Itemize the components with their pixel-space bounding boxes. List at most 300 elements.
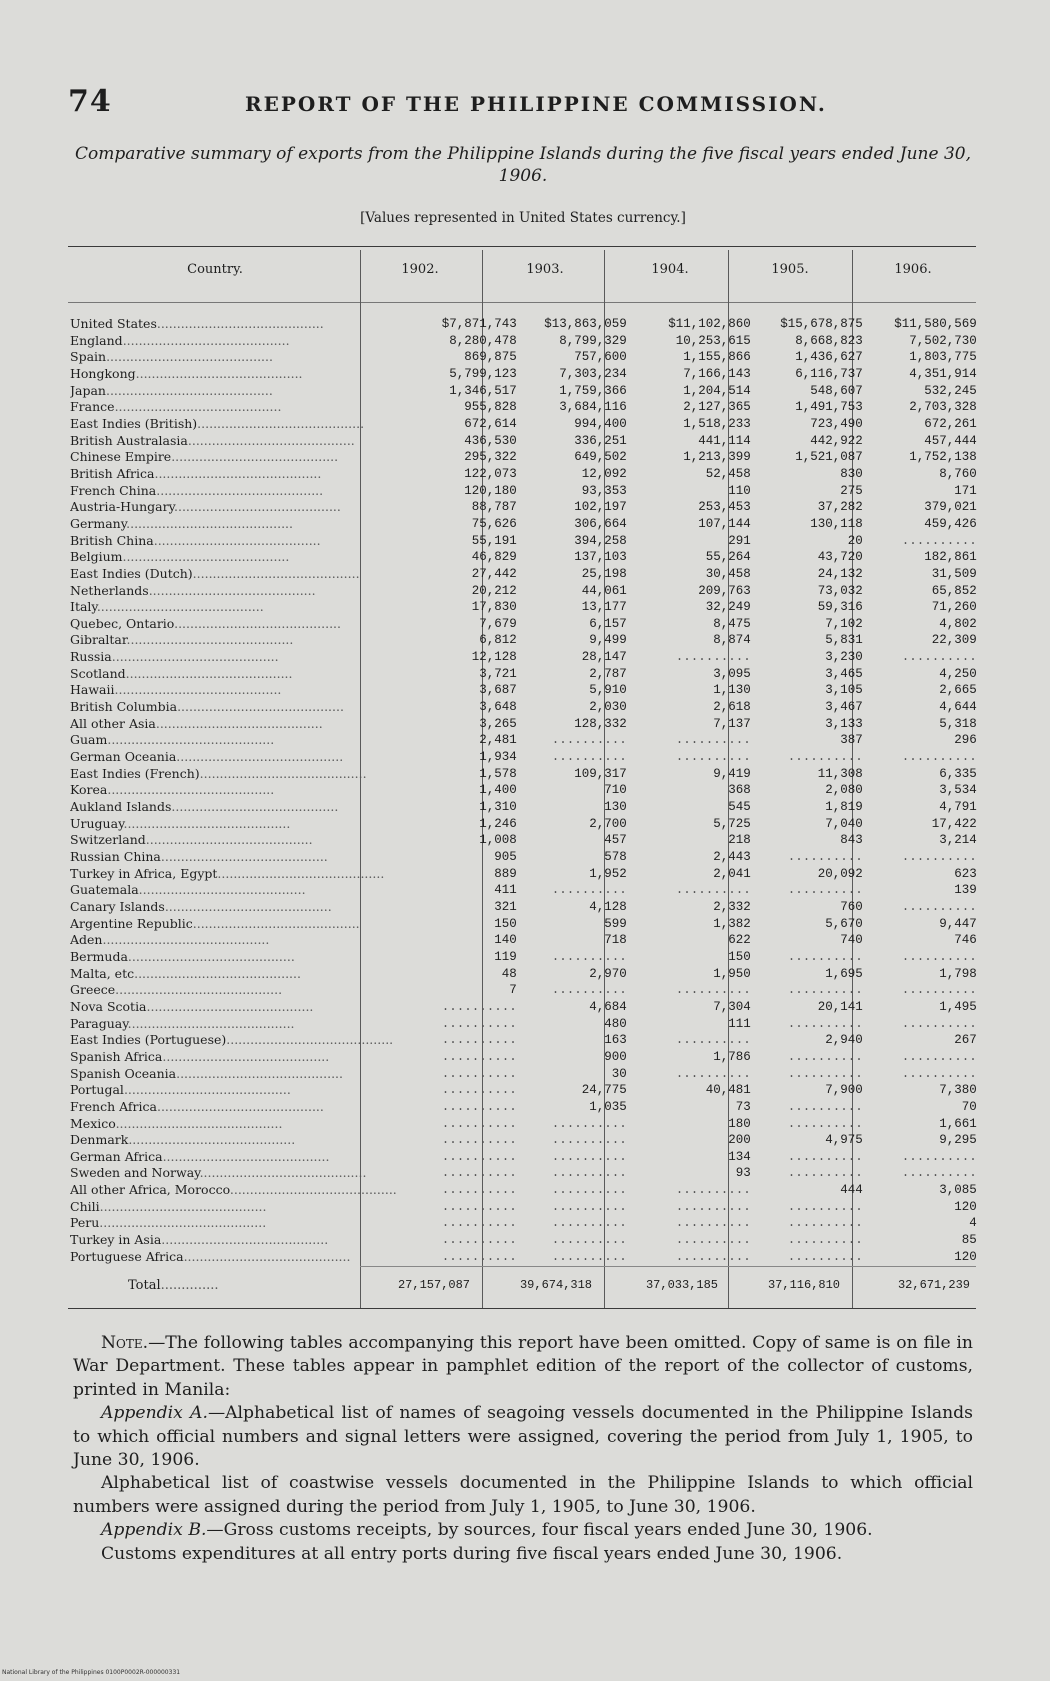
value-cell: .......... [787,750,863,765]
value-cell: 718 [604,933,627,948]
table-row [70,932,977,949]
value-cell: 3,721 [479,666,517,681]
value-cell: .......... [901,1016,977,1031]
value-cell: .......... [675,1216,751,1231]
value-cell: 150 [494,916,517,931]
value-cell: 3,105 [825,683,863,698]
country-cell: Portuguese Africa.......................................... [70,1248,351,1264]
table-row [70,766,977,783]
value-cell: 2,665 [939,683,977,698]
value-cell: 394,258 [574,533,627,548]
value-cell: 43,720 [817,550,863,565]
value-cell: 4,644 [939,700,977,715]
value-cell: .......... [901,533,977,548]
table-row [70,666,977,683]
country-cell: Scotland.......................................... [70,665,293,681]
value-cell: 7,679 [479,616,517,631]
value-cell: 2,030 [589,700,627,715]
value-cell: 137,103 [574,550,627,565]
value-cell: 1,346,517 [449,383,517,398]
value-cell: 9,419 [713,766,751,781]
value-cell: 1,952 [589,866,627,881]
country-cell: Chinese Empire.......................................... [70,449,339,465]
value-cell: 7,304 [713,999,751,1014]
country-cell: Aden.......................................... [70,932,270,948]
country-cell: Guatemala.......................................... [70,882,306,898]
value-cell: 6,812 [479,633,517,648]
table-row [70,399,977,416]
value-cell: 3,467 [825,700,863,715]
country-cell: Uruguay.......................................... [70,815,291,831]
value-cell: .......... [675,1233,751,1248]
value-cell: 30 [611,1066,627,1081]
total-1902: 27,157,087 [397,1278,470,1292]
value-cell: 37,282 [817,500,863,515]
value-cell: .......... [675,650,751,665]
value-cell: 7,040 [825,816,863,831]
value-cell: 7,900 [825,1083,863,1098]
value-cell: 457 [604,833,627,848]
country-cell: Switzerland.......................................... [70,832,313,848]
value-cell: $11,102,860 [668,317,751,331]
table-row [70,366,977,383]
value-cell: .......... [551,1166,627,1181]
note-paragraph: Note.—The following tables accompanying this report have been omitted. Copy of same is on file in War Department. These tables appear in pamphlet edition of the report of the collector of customs, printed in Manila: [73,1333,973,1400]
value-cell: 4,975 [825,1133,863,1148]
value-cell: 7,137 [713,716,751,731]
value-cell: 22,309 [931,633,977,648]
table-subtitle: [Values represented in United States currency.] [360,210,686,226]
value-cell: 955,828 [464,400,517,415]
table-row [70,699,977,716]
value-cell: 387 [840,733,863,748]
total-label: Total.............. [128,1278,219,1293]
table-row [70,533,977,550]
value-cell: 480 [604,1016,627,1031]
value-cell: 275 [840,483,863,498]
value-cell: 93 [735,1166,751,1181]
value-cell: .......... [901,949,977,964]
value-cell: 4,802 [939,616,977,631]
table-row [70,333,977,350]
country-cell: Turkey in Africa, Egypt.......................................... [70,865,385,881]
country-cell: All other Africa, Morocco.......................................... [70,1182,397,1198]
table-row [70,1116,977,1133]
value-cell: 869,875 [464,350,517,365]
table-row [70,499,977,516]
value-cell: .......... [787,1116,863,1131]
value-cell: 150 [728,949,751,964]
value-cell: 457,444 [924,433,977,448]
country-cell: East Indies (British).......................................... [70,415,365,431]
running-head: REPORT OF THE PHILIPPINE COMMISSION. [245,92,827,116]
total-1904: 37,033,185 [645,1278,718,1292]
value-cell: .......... [675,1066,751,1081]
value-cell: .......... [787,1049,863,1064]
table-row [70,1149,977,1166]
value-cell: 578 [604,850,627,864]
table-row [70,799,977,816]
value-cell: 723,490 [810,416,863,431]
country-cell: Aukland Islands.......................................... [70,799,339,815]
value-cell: 1,008 [479,833,517,848]
value-cell: .......... [551,1133,627,1148]
value-cell: 110 [728,483,751,498]
table-bottom-rule [68,1308,976,1309]
country-cell: Germany.......................................... [70,515,294,531]
value-cell: .......... [787,949,863,964]
table-row [70,649,977,666]
value-cell: 379,021 [924,500,977,515]
table-row [70,566,977,583]
value-cell: 1,310 [479,800,517,815]
value-cell: 267 [954,1033,977,1048]
table-row [70,732,977,749]
value-cell: .......... [675,1183,751,1198]
value-cell: .......... [441,1066,517,1081]
value-cell: 8,760 [939,466,977,481]
value-cell: 218 [728,833,751,848]
column-header-1904: 1904. [651,262,689,277]
table-row [70,632,977,649]
value-cell: .......... [675,1033,751,1048]
country-cell: Sweden and Norway.......................................... [70,1165,367,1181]
country-cell: Hawaii.......................................... [70,682,282,698]
table-row [70,1066,977,1083]
value-cell: 32,249 [705,600,751,615]
value-cell: .......... [901,1066,977,1081]
value-cell: 3,133 [825,716,863,731]
country-cell: Bermuda.......................................... [70,948,295,964]
table-row [70,1249,977,1266]
value-cell: .......... [787,850,863,864]
value-cell: .......... [551,883,627,898]
country-cell: Denmark.......................................... [70,1132,296,1148]
value-cell: .......... [551,1216,627,1231]
table-row [70,449,977,466]
value-cell: .......... [441,1116,517,1131]
table-row [70,866,977,883]
country-cell: Chili.......................................... [70,1198,267,1214]
value-cell: 3,687 [479,683,517,698]
value-cell: 2,443 [713,850,751,864]
country-cell: Malta, etc.......................................... [70,965,301,981]
country-cell: East Indies (French).......................................... [70,765,367,781]
value-cell: $15,678,875 [780,317,863,331]
value-cell: 71,260 [931,600,977,615]
value-cell: 441,114 [698,433,751,448]
country-cell: Netherlands.......................................... [70,582,316,598]
value-cell: .......... [787,1166,863,1181]
table-row [70,782,977,799]
value-cell: 7,502,730 [909,333,977,348]
value-cell: 20,141 [817,999,863,1014]
value-cell: 120 [954,1249,977,1264]
value-cell: .......... [901,1149,977,1164]
column-header-1906: 1906. [894,262,932,277]
table-row [70,982,977,999]
value-cell: 7,102 [825,616,863,631]
country-cell: Peru.......................................... [70,1215,267,1231]
table-row [70,616,977,633]
value-cell: 17,422 [931,816,977,831]
table-row [70,999,977,1016]
value-cell: 2,970 [589,966,627,981]
value-cell: .......... [675,750,751,765]
country-cell: England.......................................... [70,332,290,348]
table-row [70,1215,977,1232]
country-cell: Japan.......................................... [70,382,273,398]
value-cell: 2,700 [589,816,627,831]
table-row [70,383,977,400]
country-cell: France.......................................... [70,399,282,415]
table-title: Comparative summary of exports from the Philippine Islands during the five fiscal years ended June 30, 1906. [75,144,971,186]
value-cell: 994,400 [574,416,627,431]
table-row [70,516,977,533]
value-cell: 9,447 [939,916,977,931]
total-1903: 39,674,318 [519,1278,592,1292]
value-cell: 5,831 [825,633,863,648]
value-cell: 88,787 [471,500,517,515]
column-header-1905: 1905. [771,262,809,277]
country-cell: Paraguay.......................................... [70,1015,295,1031]
value-cell: 1,436,627 [795,350,863,365]
column-header-1903: 1903. [526,262,564,277]
value-cell: 1,578 [479,766,517,781]
value-cell: 130,118 [810,516,863,531]
table-row [70,416,977,433]
value-cell: 31,509 [931,566,977,581]
value-cell: .......... [901,650,977,665]
country-cell: British Africa.......................................... [70,465,322,481]
value-cell: 55,264 [705,550,751,565]
footer-imprint: National Library of the Philippines 0100P0002R-000000331 [2,1669,181,1676]
value-cell: 1,495 [939,999,977,1014]
value-cell: 1,213,399 [683,450,751,465]
value-cell: 253,453 [698,500,751,515]
value-cell: 200 [728,1133,751,1148]
table-row [70,816,977,833]
value-cell: $11,580,569 [894,317,977,331]
value-cell: 107,144 [698,516,751,531]
table-row [70,599,977,616]
header-bottom-rule [68,302,976,303]
value-cell: .......... [787,983,863,998]
note-paragraph: Appendix A.—Alphabetical list of names of seagoing vessels documented in the Philippine Islands to which official numbers and signal letters were assigned, covering the period from July 1, 1905, to June 30, 1906. [73,1403,973,1471]
table-row [70,583,977,600]
country-cell: Portugal.......................................... [70,1082,291,1098]
value-cell: .......... [901,899,977,914]
table-row [70,966,977,983]
country-cell: French Africa.......................................... [70,1098,324,1114]
table-row [70,1099,977,1116]
value-cell: 1,759,366 [559,383,627,398]
value-cell: 48 [501,966,517,981]
value-cell: 1,803,775 [909,350,977,365]
table-row [70,483,977,500]
value-cell: 8,874 [713,633,751,648]
value-cell: 3,214 [939,833,977,848]
value-cell: .......... [787,883,863,898]
value-cell: .......... [441,1166,517,1181]
value-cell: 1,400 [479,783,517,798]
table-row [70,1182,977,1199]
country-cell: Spanish Africa.......................................... [70,1048,330,1064]
table-row [70,899,977,916]
country-cell: British Australasia.......................................... [70,432,355,448]
table-row [70,1049,977,1066]
value-cell: 140 [494,933,517,948]
table-row [70,682,977,699]
value-cell: 1,035 [589,1099,627,1114]
value-cell: 73 [735,1099,751,1114]
value-cell: 6,335 [939,766,977,781]
country-cell: Mexico.......................................... [70,1115,283,1131]
value-cell: .......... [441,1149,517,1164]
value-cell: 8,668,823 [795,333,863,348]
value-cell: 444 [840,1183,863,1198]
country-cell: Greece.......................................... [70,982,283,998]
value-cell: 2,127,365 [683,400,751,415]
value-cell: 900 [604,1049,627,1064]
value-cell: 2,618 [713,700,751,715]
value-cell: 73,032 [817,583,863,598]
country-cell: United States.......................................... [70,316,324,331]
table-top-rule [68,246,976,247]
value-cell: .......... [551,750,627,765]
value-cell: 3,534 [939,783,977,798]
table-row [70,849,977,866]
column-header-1902: 1902. [401,262,439,277]
value-cell: 6,116,737 [795,366,863,381]
value-cell: 17,830 [471,600,517,615]
value-cell: 24,775 [581,1083,627,1098]
value-cell: 20 [847,533,863,548]
value-cell: 10,253,615 [675,333,751,348]
value-cell: .......... [675,1249,751,1264]
note-paragraph: Alphabetical list of coastwise vessels documented in the Philippine Islands to which official numbers were assigned during the period from July 1, 1905, to June 30, 1906. [73,1473,973,1517]
table-row [70,316,977,333]
exports-table [70,316,977,1265]
value-cell: .......... [901,850,977,864]
country-cell: Nova Scotia.......................................... [70,998,314,1014]
value-cell: 889 [494,866,517,881]
country-cell: Canary Islands.......................................... [70,898,332,914]
value-cell: .......... [441,1049,517,1064]
value-cell: 3,095 [713,666,751,681]
table-row [70,1082,977,1099]
country-cell: Italy.......................................... [70,599,264,615]
value-cell: 65,852 [931,583,977,598]
value-cell: 1,695 [825,966,863,981]
value-cell: 411 [494,883,517,898]
value-cell: 109,317 [574,766,627,781]
country-cell: Quebec, Ontario.......................................... [70,615,341,631]
country-cell: Austria-Hungary.......................................... [70,499,341,515]
value-cell: .......... [901,983,977,998]
country-cell: Turkey in Asia.......................................... [70,1232,329,1248]
value-cell: 442,922 [810,433,863,448]
table-row [70,949,977,966]
value-cell: 1,950 [713,966,751,981]
country-cell: British China.......................................... [70,532,321,548]
value-cell: 12,128 [471,650,517,665]
value-cell: 1,661 [939,1116,977,1131]
value-cell: .......... [551,983,627,998]
table-row [70,1232,977,1249]
value-cell: 3,085 [939,1183,977,1198]
value-cell: 9,499 [589,633,627,648]
country-cell: French China.......................................... [70,482,324,498]
value-cell: .......... [787,1099,863,1114]
value-cell: 291 [728,533,751,548]
value-cell: .......... [441,1199,517,1214]
value-cell: 599 [604,916,627,931]
value-cell: .......... [441,1083,517,1098]
value-cell: 163 [604,1033,627,1048]
value-cell: .......... [551,949,627,964]
value-cell: 9,295 [939,1133,977,1148]
value-cell: 672,614 [464,416,517,431]
note-paragraph: Appendix B.—Gross customs receipts, by sources, four fiscal years ended June 30, 1906. [101,1520,873,1541]
value-cell: .......... [675,1199,751,1214]
country-cell: Korea.......................................... [70,782,275,798]
value-cell: 4,128 [589,899,627,914]
country-cell: German Africa.......................................... [70,1148,330,1164]
value-cell: 296 [954,733,977,748]
value-cell: .......... [441,1249,517,1264]
value-cell: 128,332 [574,716,627,731]
table-row [70,916,977,933]
value-cell: 1,155,866 [683,350,751,365]
value-cell: 11,308 [817,766,863,781]
value-cell: 5,799,123 [449,366,517,381]
value-cell: .......... [675,983,751,998]
value-cell: .......... [787,1016,863,1031]
value-cell: 622 [728,933,751,948]
value-cell: 368 [728,783,751,798]
total-top-rule [360,1266,976,1267]
value-cell: 13,177 [581,600,627,615]
value-cell: 3,230 [825,650,863,665]
value-cell: 139 [954,883,977,898]
value-cell: .......... [787,1249,863,1264]
value-cell: 459,426 [924,516,977,531]
value-cell: 1,491,753 [795,400,863,415]
country-cell: East Indies (Portuguese).......................................... [70,1032,394,1048]
value-cell: 120,180 [464,483,517,498]
value-cell: .......... [551,1199,627,1214]
value-cell: .......... [551,1149,627,1164]
table-row [70,749,977,766]
value-cell: 649,502 [574,450,627,465]
value-cell: 1,204,514 [683,383,751,398]
value-cell: 321 [494,899,517,914]
value-cell: 1,246 [479,816,517,831]
value-cell: 20,212 [471,583,517,598]
value-cell: 93,353 [581,483,627,498]
value-cell: 1,130 [713,683,751,698]
value-cell: 1,382 [713,916,751,931]
value-cell: 8,799,329 [559,333,627,348]
value-cell: 740 [840,933,863,948]
country-cell: East Indies (Dutch).......................................... [70,565,360,581]
value-cell: .......... [901,1166,977,1181]
value-cell: .......... [787,1216,863,1231]
value-cell: 180 [728,1116,751,1131]
value-cell: 8,280,478 [449,333,517,348]
value-cell: 545 [728,800,751,815]
